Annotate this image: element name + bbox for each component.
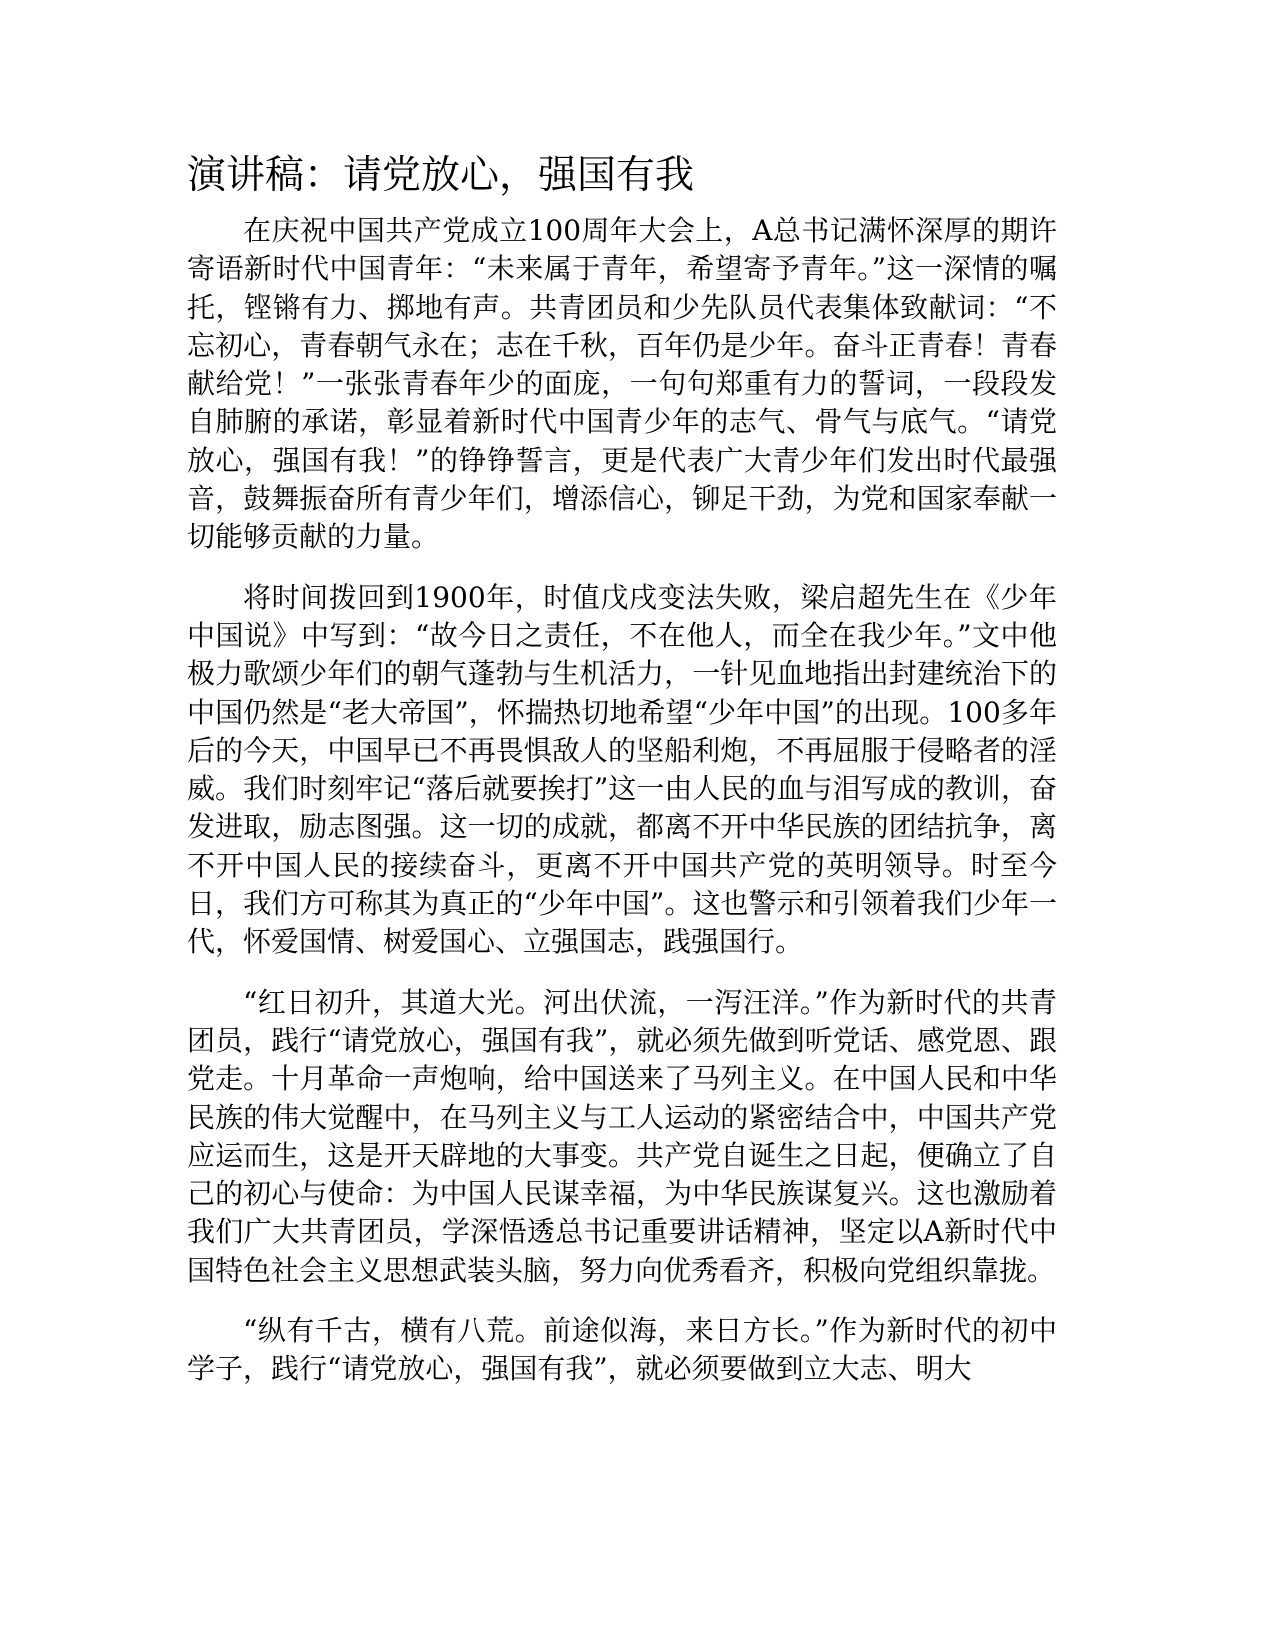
paragraph-4: “纵有千古，横有八荒。前途似海，来日方长。”作为新时代的初中学子，践行“请党放心，强国有我”，就必须要做到立大志、明大 xyxy=(187,1314,1057,1386)
paragraph-2: 将时间拨回到1900年，时值戊戌变法失败，梁启超先生在《少年中国说》中写到：“故今日之责任，不在他人，而全在我少年。”文中他极力歌颂少年们的朝气蓬勃与生机活力，一针见血地指出封建统治下的中国仍然是“老大帝国”，怀揣热切地希望“少年中国”的出现。100多年后的今天，中国早已不再畏惧敌人的坚船利炮，不再屈服于侵略者的淫威。我们时刻牢记“落后就要挨打”这一由人民的血与泪写成的教训，奋发进取，励志图强。这一切的成就，都离不开中华民族的团结抗争，离不开中国人民的接续奋斗，更离不开中国共产党的英明领导。时至今日，我们方可称其为真正的“少年中国”。这也警示和引领着我们少年一代，怀爱国情、树爱国心、立强国志，践强国行。 xyxy=(187,580,1057,959)
document-body xyxy=(187,150,1057,1411)
paragraph-1: 在庆祝中国共产党成立100周年大会上，A总书记满怀深厚的期许寄语新时代中国青年：“未来属于青年，希望寄予青年。”这一深情的嘱托，铿锵有力、掷地有声。共青团员和少先队员代表集体致献词：“不忘初心，青春朝气永在；志在千秋，百年仍是少年。奋斗正青春！青春献给党！”一张张青春年少的面庞，一句句郑重有力的誓词，一段段发自肺腑的承诺，彰显着新时代中国青少年的志气、骨气与底气。“请党放心，强国有我！”的铮铮誓言，更是代表广大青少年们发出时代最强音，鼓舞振奋所有青少年们，增添信心，铆足干劲，为党和国家奉献一切能够贡献的力量。 xyxy=(187,214,1057,554)
paragraph-3: “红日初升，其道大光。河出伏流，一泻汪洋。”作为新时代的共青团员，践行“请党放心，强国有我”，就必须先做到听党话、感党恩、跟党走。十月革命一声炮响，给中国送来了马列主义。在中国人民和中华民族的伟大觉醒中，在马列主义与工人运动的紧密结合中，中国共产党应运而生，这是开天辟地的大事变。共产党自诞生之日起，便确立了自己的初心与使命：为中国人民谋幸福，为中华民族谋复兴。这也激励着我们广大共青团员，学深悟透总书记重要讲话精神，坚定以A新时代中国特色社会主义思想武装头脑，努力向优秀看齐，积极向党组织靠拢。 xyxy=(187,985,1057,1287)
document-title: 演讲稿：请党放心，强国有我 xyxy=(187,153,695,198)
